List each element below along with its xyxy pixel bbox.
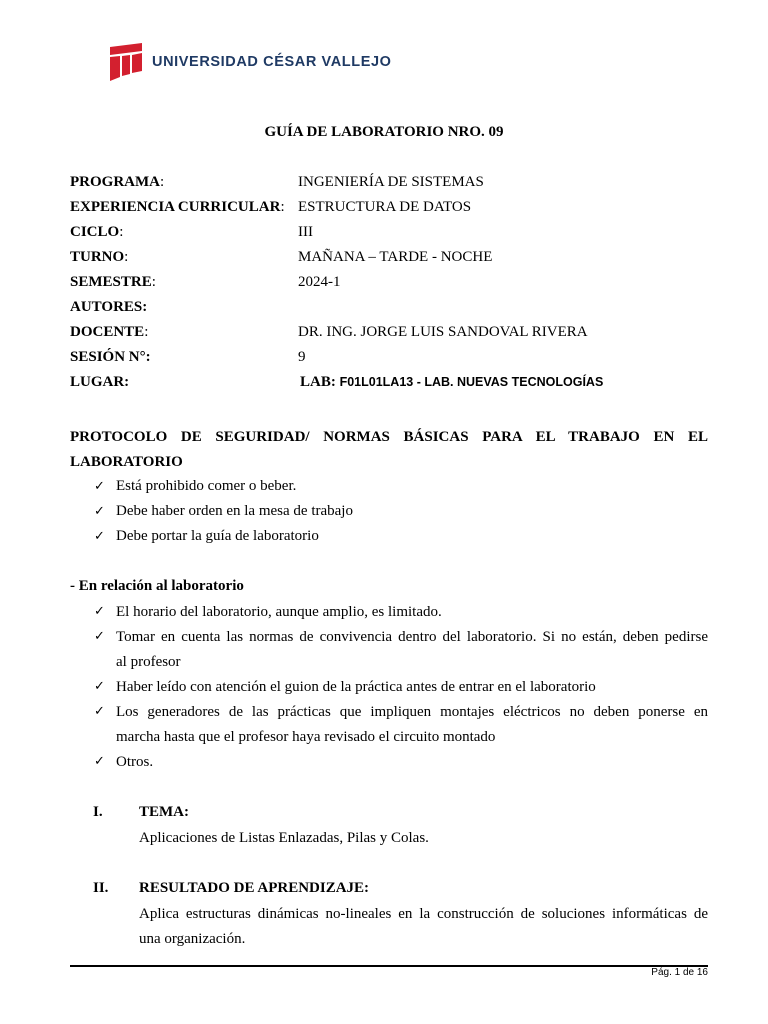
- line: Aplica estructuras dinámicas no-lineales en la construcción de soluciones informáticas de: [139, 906, 708, 922]
- list-item: [94, 478, 296, 495]
- info-value: ESTRUCTURA DE DATOS: [298, 199, 472, 215]
- list-item: [94, 603, 116, 620]
- line: Haber leído con atención el guion de la práctica antes de entrar en el laboratorio: [116, 679, 596, 695]
- info-value: INGENIERÍA DE SISTEMAS: [298, 174, 484, 190]
- info-row-turno: [70, 249, 493, 271]
- info-value: 9: [298, 349, 306, 365]
- list-item: [94, 528, 319, 545]
- info-row-lugar: [70, 374, 604, 396]
- list-item-text: Debe portar la guía de laboratorio: [116, 528, 319, 544]
- lab-rules-heading: [70, 578, 244, 600]
- checkmark-icon: ✓: [94, 679, 105, 694]
- info-value: [300, 374, 603, 391]
- info-row-programa: [70, 174, 484, 196]
- heading-text: En relación al laboratorio: [78, 578, 244, 594]
- info-sep: :: [144, 324, 149, 340]
- checkmark-icon: ✓: [94, 704, 105, 719]
- info-label: EXPERIENCIA CURRICULAR: [70, 199, 281, 215]
- list-item-text: Debe haber orden en la mesa de trabajo: [116, 503, 353, 519]
- protocol-heading-line1: PROTOCOLO DE SEGURIDAD/ NORMAS BÁSICAS PARA EL TRABAJO EN EL: [70, 429, 708, 445]
- section-body: [139, 902, 708, 952]
- info-row-autores: [70, 299, 147, 321]
- list-item-text: Está prohibido comer o beber.: [116, 478, 297, 494]
- checkmark-icon: ✓: [94, 479, 105, 494]
- section-body: [139, 826, 708, 851]
- checkmark-icon: ✓: [94, 529, 105, 544]
- line: marcha hasta que el profesor haya revisado el circuito montado: [116, 729, 496, 745]
- checkmark-icon: ✓: [94, 754, 105, 769]
- protocol-heading-line2: LABORATORIO: [70, 454, 183, 470]
- list-item: [94, 703, 116, 720]
- list-item: [94, 753, 116, 770]
- heading-prefix: -: [70, 578, 79, 594]
- line: Los generadores de las prácticas que impliquen montajes eléctricos no deben ponerse en: [116, 704, 708, 720]
- info-label: CICLO: [70, 224, 120, 240]
- info-label: TURNO: [70, 249, 125, 265]
- page-number: Pág. 1 de 16: [651, 967, 708, 978]
- list-item-text: [116, 625, 708, 675]
- info-row-sesion: [70, 349, 306, 371]
- list-item: [94, 628, 116, 645]
- info-label: DOCENTE: [70, 324, 145, 340]
- section-title: TEMA:: [139, 804, 189, 820]
- list-item: [94, 503, 353, 520]
- info-label: SEMESTRE: [70, 274, 152, 290]
- info-label: AUTORES:: [70, 299, 148, 315]
- info-sep: :: [160, 174, 165, 190]
- info-sep: :: [119, 224, 124, 240]
- info-label: PROGRAMA: [70, 174, 160, 190]
- lab-location: F01L01LA13 - LAB. NUEVAS TECNOLOGÍAS: [339, 375, 604, 389]
- info-sep: :: [151, 274, 156, 290]
- list-item-text: [116, 675, 708, 700]
- university-logo: [108, 43, 392, 81]
- info-row-experiencia: [70, 199, 472, 221]
- line: Aplicaciones de Listas Enlazadas, Pilas y Colas.: [139, 830, 429, 846]
- lab-prefix: LAB:: [300, 374, 336, 390]
- line: El horario del laboratorio, aunque amplio, es limitado.: [116, 604, 442, 620]
- document-title: GUÍA DE LABORATORIO NRO. 09: [264, 124, 504, 140]
- line: al profesor: [116, 654, 181, 670]
- info-value: 2024-1: [298, 274, 341, 290]
- checkmark-icon: ✓: [94, 629, 105, 644]
- footer-divider: [70, 965, 708, 967]
- info-value: DR. ING. JORGE LUIS SANDOVAL RIVERA: [298, 324, 588, 340]
- line: Otros.: [116, 754, 154, 770]
- section-number: II.: [93, 880, 109, 896]
- section-number: I.: [93, 804, 103, 820]
- list-item-text: [116, 700, 708, 750]
- info-value: MAÑANA – TARDE - NOCHE: [298, 249, 493, 265]
- ucv-shield-icon: [108, 43, 144, 81]
- checkmark-icon: ✓: [94, 504, 105, 519]
- info-sep: :: [280, 199, 285, 215]
- info-value: III: [298, 224, 313, 240]
- checkmark-icon: ✓: [94, 604, 105, 619]
- info-row-semestre: [70, 274, 341, 296]
- info-row-docente: [70, 324, 588, 346]
- list-item: [94, 678, 116, 695]
- info-label: SESIÓN N°:: [70, 349, 151, 365]
- line: una organización.: [139, 931, 246, 947]
- section-title: RESULTADO DE APRENDIZAJE:: [139, 880, 370, 896]
- logo-text: UNIVERSIDAD CÉSAR VALLEJO: [152, 54, 392, 70]
- list-item-text: [116, 750, 708, 775]
- info-sep: :: [124, 249, 129, 265]
- info-label: LUGAR:: [70, 374, 130, 390]
- info-row-ciclo: [70, 224, 313, 246]
- line: Tomar en cuenta las normas de convivencia dentro del laboratorio. Si no están, deben pedirse: [116, 629, 708, 645]
- list-item-text: [116, 600, 708, 625]
